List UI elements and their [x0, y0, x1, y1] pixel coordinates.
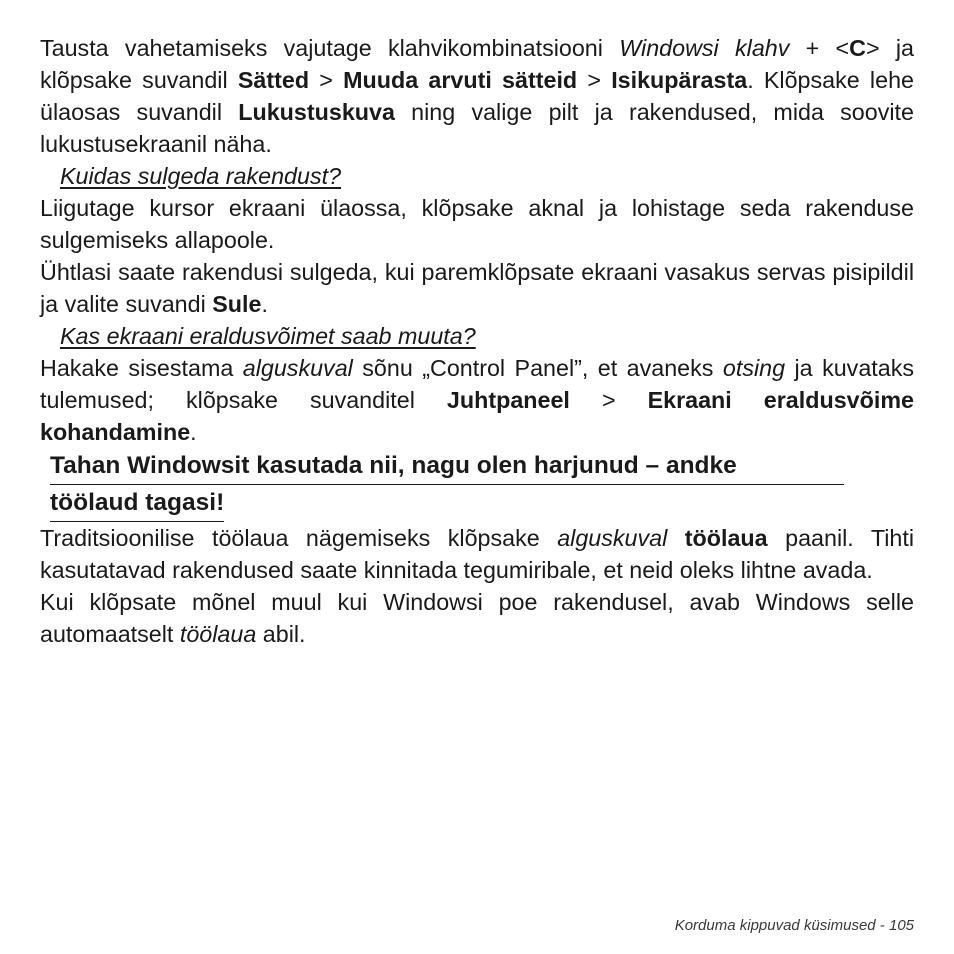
- text-span: Ühtlasi saate rakendusi sulgeda, kui paremklõpsate ekraani vasakus servas pisipildil ja valite suvandi: [40, 259, 914, 317]
- paragraph-close-app-1: Liigutage kursor ekraani ülaossa, klõpsake aknal ja lohistage seda rakenduse sulgemiseks allapoole.: [40, 195, 914, 253]
- page-footer: Korduma kippuvad küsimused - 105: [674, 917, 914, 934]
- menu-path-item: Juhtpaneel: [446, 387, 570, 413]
- paragraph-desktop-1: [40, 522, 914, 586]
- text-span: >: [577, 67, 612, 93]
- paragraph-resolution: [40, 352, 914, 448]
- page-content: [40, 32, 914, 650]
- tile-name: töölaua: [684, 525, 768, 551]
- paragraph-desktop-2: [40, 586, 914, 650]
- text-span: Tausta vahetamiseks vajutage klahvikombinatsiooni: [40, 35, 620, 61]
- paragraph-close-app-2: [40, 256, 914, 320]
- heading-line: Tahan Windowsit kasutada nii, nagu olen harjunud – andke: [50, 448, 844, 485]
- section-heading: [50, 448, 844, 522]
- option-name: Sule: [212, 291, 262, 317]
- text-span: Kui klõpsate mõnel muul kui Windowsi poe rakendusel, avab Windows selle automaatselt: [40, 589, 914, 647]
- menu-path-item: Sätted: [237, 67, 310, 93]
- menu-path-item: Isikupärasta: [611, 67, 748, 93]
- text-span: > ja klõpsake suvandil: [40, 35, 914, 93]
- term: töölaua: [179, 621, 257, 647]
- text-span: >: [309, 67, 344, 93]
- text-span: ning valige pilt ja rakendused, mida soovite lukustusekraanil näha.: [40, 99, 914, 157]
- key-letter: C: [849, 35, 866, 61]
- menu-path-item: Ekraani eraldusvõime kohandamine: [40, 387, 914, 445]
- menu-path-item: Muuda arvuti sätteid: [343, 67, 578, 93]
- question-resolution: Kas ekraani eraldusvõimet saab muuta?: [60, 323, 476, 349]
- menu-path-item: Lukustuskuva: [238, 99, 395, 125]
- term: alguskuval: [557, 525, 668, 551]
- text-span: . Klõpsake lehe ülaosas suvandil: [40, 67, 914, 125]
- term: alguskuval: [242, 355, 353, 381]
- text-span: [667, 525, 685, 551]
- text-span: .: [190, 419, 197, 445]
- text-span: Hakake sisestama: [40, 355, 243, 381]
- text-span: paanil. Tihti kasutatavad rakendused saate kinnitada tegumiribale, et neid oleks lihtne avada.: [40, 525, 914, 583]
- key-name: Windowsi klahv: [619, 35, 790, 61]
- text-span: >: [569, 387, 648, 413]
- text-span: .: [261, 291, 268, 317]
- text-span: Traditsioonilise töölaua nägemiseks klõpsake: [40, 525, 558, 551]
- term: otsing: [722, 355, 786, 381]
- text-span: sõnu „Control Panel”, et avaneks: [352, 355, 723, 381]
- paragraph-lockscreen: [40, 32, 914, 160]
- heading-line: töölaud tagasi!: [50, 485, 224, 522]
- question-close-app: Kuidas sulgeda rakendust?: [60, 163, 342, 189]
- text-span: + <: [789, 35, 850, 61]
- text-span: ja kuvataks tulemused; klõpsake suvanditel: [40, 355, 915, 413]
- text-span: abil.: [256, 621, 306, 647]
